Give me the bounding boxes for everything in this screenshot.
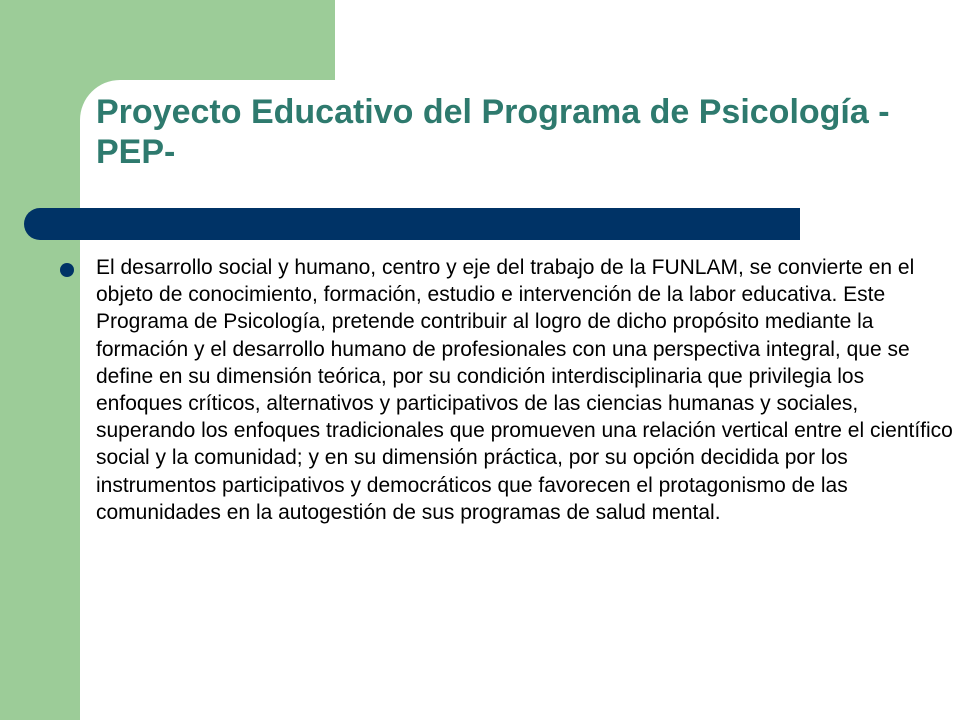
decorative-green-top-block [0,0,335,80]
title-divider-bar [24,208,800,240]
slide-title: Proyecto Educativo del Programa de Psicología -PEP- [96,93,890,171]
decorative-green-side-bar [0,0,80,720]
bullet-paragraph: El desarrollo social y humano, centro y eje del trabajo de la FUNLAM, se convierte en el objeto de conocimiento, formación, estudio e intervención de la labor educativa. Este Programa de Psicología, pretende contribuir al logro de dicho propósito mediante la formación y el desarrollo humano de profesionales con una perspectiva integral, que se define en su dimensión teórica, por su condición interdisciplinaria que privilegia los enfoques críticos, alternativos y participativos de las ciencias humanas y sociales, superando los enfoques tradicionales que promueven una relación vertical entre el científico social y la comunidad; y en su dimensión práctica, por su opción decidida por los instrumentos participativos y democráticos que favorecen el protagonismo de las comunidades en la autogestión de sus programas de salud mental. [96,256,953,524]
bullet-dot-icon [60,263,74,277]
